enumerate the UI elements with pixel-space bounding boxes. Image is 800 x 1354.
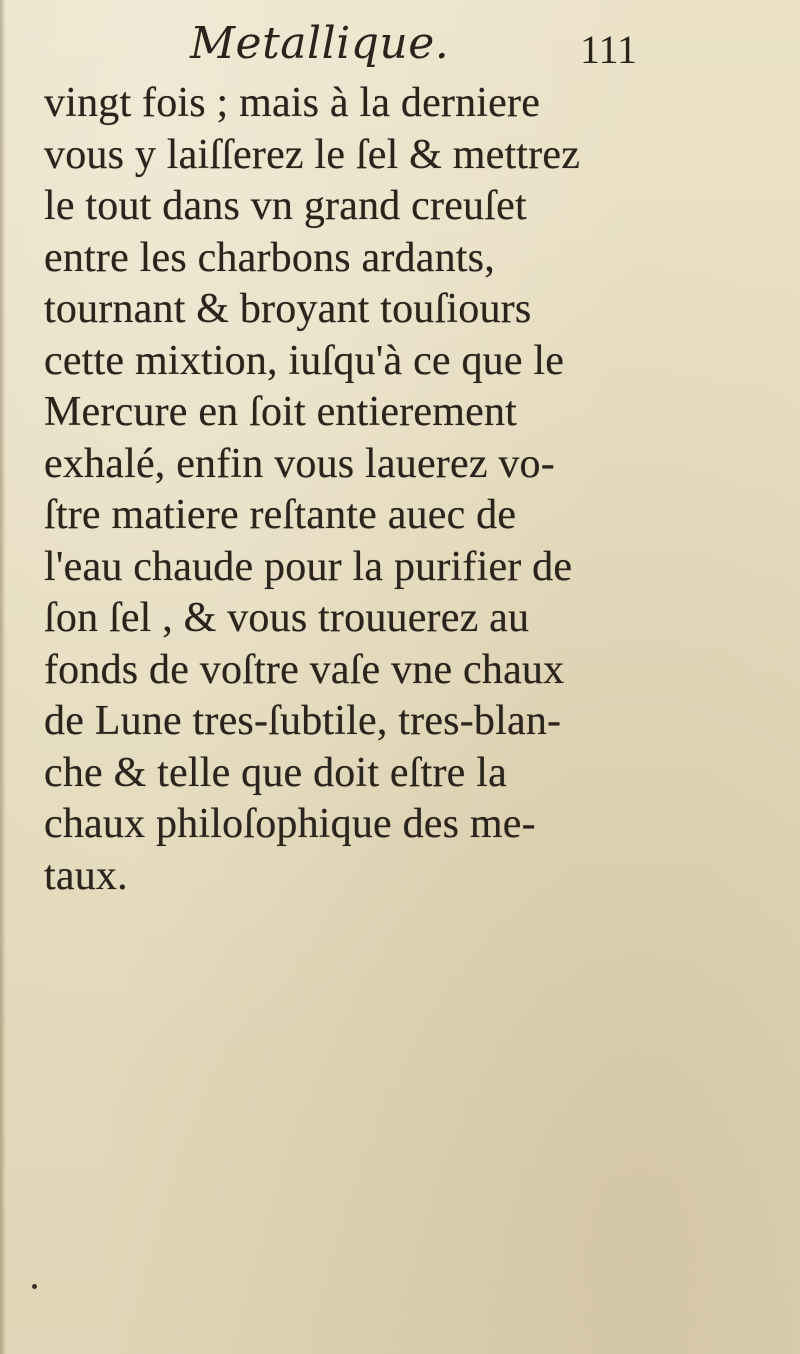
ink-speck [32, 1284, 37, 1289]
page-number: 111 [580, 27, 638, 72]
text-line: exhalé, enfin vous lauerez vo- [44, 440, 555, 487]
text-line: vous y laiſſerez le ſel & mettrez [44, 131, 581, 178]
text-line: taux. [44, 852, 128, 899]
text-line: vingt fois ; mais à la derniere [44, 80, 541, 126]
text-line: tournant & broyant touſiours [44, 286, 532, 332]
text-line: le tout dans vn grand creuſet [44, 183, 527, 229]
running-head [0, 18, 800, 78]
body-text [44, 78, 644, 902]
text-line: de Lune tres-ſubtile, tres-blan- [44, 698, 562, 744]
text-line: chaux philoſophique des me- [44, 801, 536, 847]
running-head-title: Metallique. [190, 18, 450, 69]
text-line: fonds de voſtre vaſe vne chaux [44, 646, 565, 693]
text-line: che & telle que doit eſtre la [44, 749, 507, 796]
text-line: l'eau chaude pour la purifier de [44, 543, 573, 590]
ink-show-through [30, 892, 670, 1212]
text-line: entre les charbons ardants, [44, 234, 495, 281]
text-line: ſtre matiere reſtante auec de [44, 492, 517, 538]
page-edge-shadow [0, 0, 6, 1354]
text-line: cette mixtion, iuſqu'à ce que le [44, 337, 565, 384]
text-line: ſon ſel , & vous trouuerez au [44, 595, 530, 641]
text-line: Mercure en ſoit entierement [44, 389, 518, 435]
